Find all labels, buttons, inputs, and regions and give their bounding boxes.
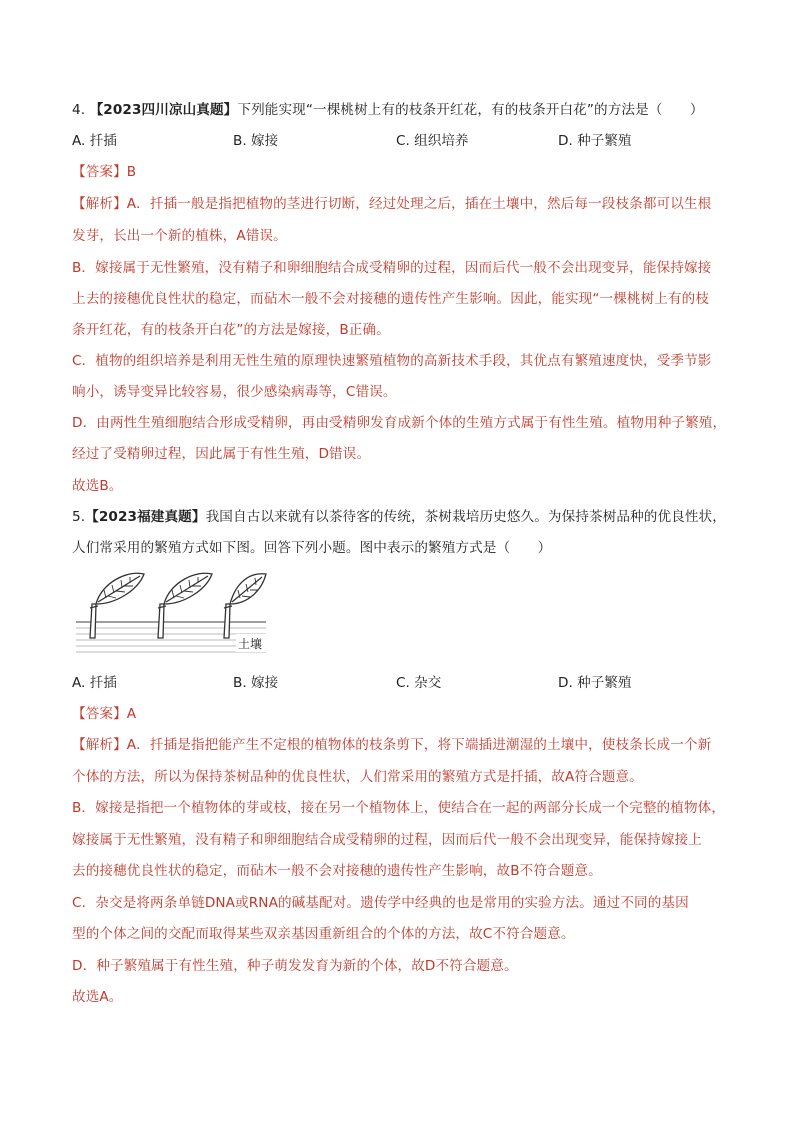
cuttings-figure (72, 568, 268, 660)
q5-number: 5. (72, 509, 86, 525)
q5-answer-label: 【答案】 (72, 706, 127, 722)
q5-analysis-text: A．扦插是指把能产生不定根的植物体的枝条剪下，将下端插进潮湿的土壤中，使枝条长成一个新 (126, 737, 712, 753)
q5-option-d: D. 种子繁殖 (558, 675, 632, 691)
q4-answer-value: B (126, 164, 137, 180)
q4-analysis-line: 故选B。 (72, 478, 123, 494)
q4-answer (72, 162, 724, 182)
q5-analysis-line: 嫁接属于无性繁殖，没有精子和卵细胞结合成受精卵的过程，因而后代一般不会出现变异，能保持嫁接上 (72, 832, 702, 848)
q5-analysis-line: D．种子繁殖属于有性生殖，种子萌发发育为新的个体，故D不符合题意。 (72, 958, 518, 974)
q5-analysis-label: 【解析】 (72, 737, 127, 753)
q4-analysis-line (72, 194, 724, 214)
q5-analysis-line: C．杂交是将两条单链DNA或RNA的碱基配对。遗传学中经典的也是常用的实验方法。通过不同的基因 (72, 895, 689, 911)
q4-analysis-label: 【解析】 (72, 196, 127, 212)
q5-source: 【2023福建真题】 (85, 509, 206, 525)
q4-stem (72, 100, 724, 120)
q4-stem-text: 下列能实现“一棵桃树上有的枝条开红花，有的枝条开白花”的方法是（ ） (237, 102, 704, 118)
q4-analysis-line: 响小，诱导变异比较容易，很少感染病毒等，C错误。 (72, 384, 397, 400)
q5-option-a: A. 扦插 (72, 675, 117, 691)
q4-option-a: A. 扦插 (72, 133, 117, 149)
q5-analysis-line: 型的个体之间的交配而取得某些双亲基因重新组合的个体的方法，故C不符合题意。 (72, 926, 575, 942)
q5-stem-line: 人们常采用的繁殖方式如下图。回答下列小题。图中表示的繁殖方式是（ ） (72, 540, 552, 556)
q5-option-b: B. 嫁接 (233, 675, 279, 691)
q4-analysis-line: 发芽，长出一个新的植株，A错误。 (72, 228, 287, 244)
q5-answer (72, 704, 724, 724)
soil-label: 土壤 (238, 637, 263, 651)
q5-option-c: C. 杂交 (396, 675, 442, 691)
q4-number: 4. (72, 102, 86, 118)
q5-stem (72, 507, 724, 527)
q5-answer-value: A (126, 706, 137, 722)
q4-analysis-text: A．扦插一般是指把植物的茎进行切断，经过处理之后，插在土壤中，然后每一段枝条都可以生根 (126, 196, 712, 212)
q4-answer-label: 【答案】 (72, 164, 127, 180)
q5-stem-text: 我国自古以来就有以茶待客的传统，茶树栽培历史悠久。为保持茶树品种的优良性状， (205, 509, 726, 525)
q4-analysis-line: 条开红花，有的枝条开白花”的方法是嫁接，B正确。 (72, 322, 390, 338)
q4-analysis-line: 上去的接穗优良性状的稳定，而砧木一般不会对接穗的遗传性产生影响。因此，能实现“一棵桃树上有的枝 (72, 291, 710, 307)
q4-source: 【2023四川凉山真题】 (89, 102, 238, 118)
q4-analysis-line: B．嫁接属于无性繁殖，没有精子和卵细胞结合成受精卵的过程，因而后代一般不会出现变异，能保持嫁接 (72, 260, 712, 276)
q4-option-d: D. 种子繁殖 (558, 133, 632, 149)
q5-analysis-line: B．嫁接是指把一个植物体的芽或枝，接在另一个植物体上，使结合在一起的两部分长成一个完整的植物体， (72, 800, 726, 816)
q4-option-b: B. 嫁接 (233, 133, 279, 149)
q4-analysis-line: D．由两性生殖细胞结合形成受精卵，再由受精卵发育成新个体的生殖方式属于有性生殖。植物用种子繁殖， (72, 415, 727, 431)
q4-analysis-line: 经过了受精卵过程，因此属于有性生殖，D错误。 (72, 446, 371, 462)
q5-analysis-line (72, 735, 724, 755)
q5-analysis-line: 去的接穗优良性状的稳定，而砧木一般不会对接穗的遗传性产生影响，故B不符合题意。 (72, 863, 602, 879)
q4-analysis-line: C．植物的组织培养是利用无性生殖的原理快速繁殖植物的高新技术手段，其优点有繁殖速度快，受季节影 (72, 353, 712, 369)
cuttings-illustration (72, 568, 268, 660)
q4-option-c: C. 组织培养 (396, 133, 469, 149)
q5-analysis-line: 个体的方法，所以为保持茶树品种的优良性状，人们常采用的繁殖方式是扦插，故A符合题意。 (72, 769, 643, 785)
q5-analysis-line: 故选A。 (72, 989, 123, 1005)
